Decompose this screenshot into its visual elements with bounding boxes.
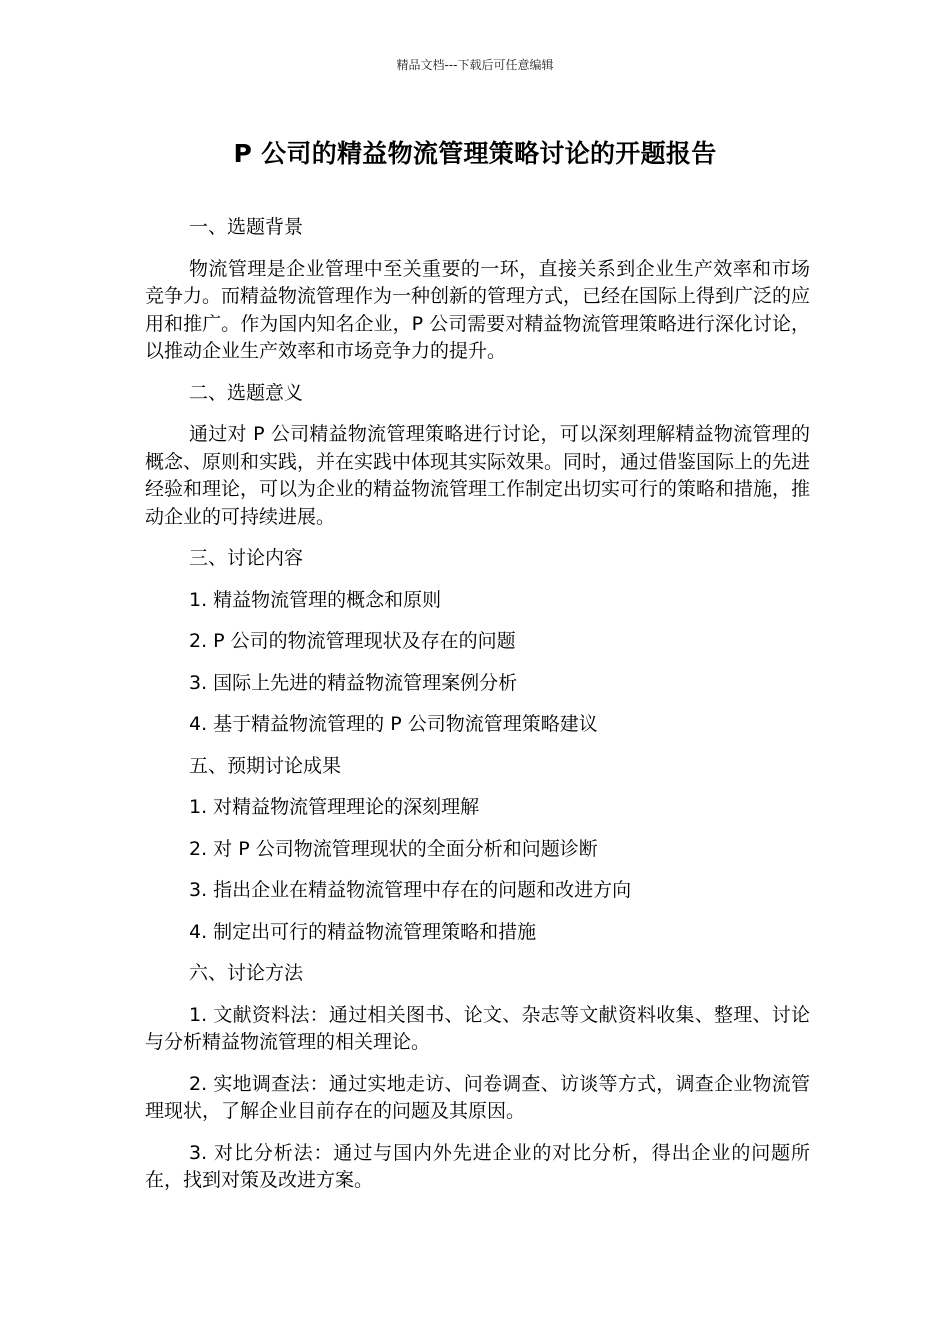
list-item-method-3: 3. 对比分析法：通过与国内外先进企业的对比分析，得出企业的问题所在，找到对策及改进方案。	[145, 1141, 810, 1191]
paragraph-background: 物流管理是企业管理中至关重要的一环，直接关系到企业生产效率和市场竞争力。而精益物流管理作为一种创新的管理方式，已经在国际上得到广泛的应用和推广。作为国内知名企业，P 公司需要对精益物流管理策略进行深化讨论，以推动企业生产效率和市场竞争力的提升。	[145, 257, 811, 362]
section-heading-significance: 二、选题意义	[189, 381, 304, 404]
list-item-outcome-1: 1. 对精益物流管理理论的深刻理解	[189, 796, 480, 818]
document-title: P 公司的精益物流管理策略讨论的开题报告	[233, 139, 717, 168]
section-heading-methods: 六、讨论方法	[189, 962, 304, 984]
list-item-method-2: 2. 实地调查法：通过实地走访、问卷调查、访谈等方式，调查企业物流管理现状，了解企业目前存在的问题及其原因。	[145, 1072, 810, 1122]
list-item-content-4: 4. 基于精益物流管理的 P 公司物流管理策略建议	[189, 713, 598, 735]
list-item-outcome-3: 3. 指出企业在精益物流管理中存在的问题和改进方向	[189, 879, 632, 901]
document-body	[145, 214, 810, 1209]
list-item-content-1: 1. 精益物流管理的概念和原则	[189, 588, 442, 611]
list-item-outcome-2: 2. 对 P 公司物流管理现状的全面分析和问题诊断	[189, 837, 598, 860]
paragraph-significance: 通过对 P 公司精益物流管理策略进行讨论，可以深刻理解精益物流管理的概念、原则和实践，并在实践中体现其实际效果。同时，通过借鉴国际上的先进经验和理论，可以为企业的精益物流管理工作制定出切实可行的策略和措施，推动企业的可持续进展。	[145, 423, 811, 528]
list-item-method-1: 1. 文献资料法：通过相关图书、论文、杂志等文献资料收集、整理、讨论与分析精益物流管理的相关理论。	[145, 1003, 810, 1053]
section-heading-background: 一、选题背景	[189, 216, 304, 238]
section-heading-content: 三、讨论内容	[189, 547, 304, 569]
list-item-content-2: 2. P 公司的物流管理现状及存在的问题	[189, 630, 516, 652]
list-item-content-3: 3. 国际上先进的精益物流管理案例分析	[189, 671, 518, 694]
section-heading-outcomes: 五、预期讨论成果	[189, 754, 342, 777]
list-item-outcome-4: 4. 制定出可行的精益物流管理策略和措施	[189, 920, 537, 943]
header-note: 精品文档---下载后可任意编辑	[396, 58, 554, 72]
